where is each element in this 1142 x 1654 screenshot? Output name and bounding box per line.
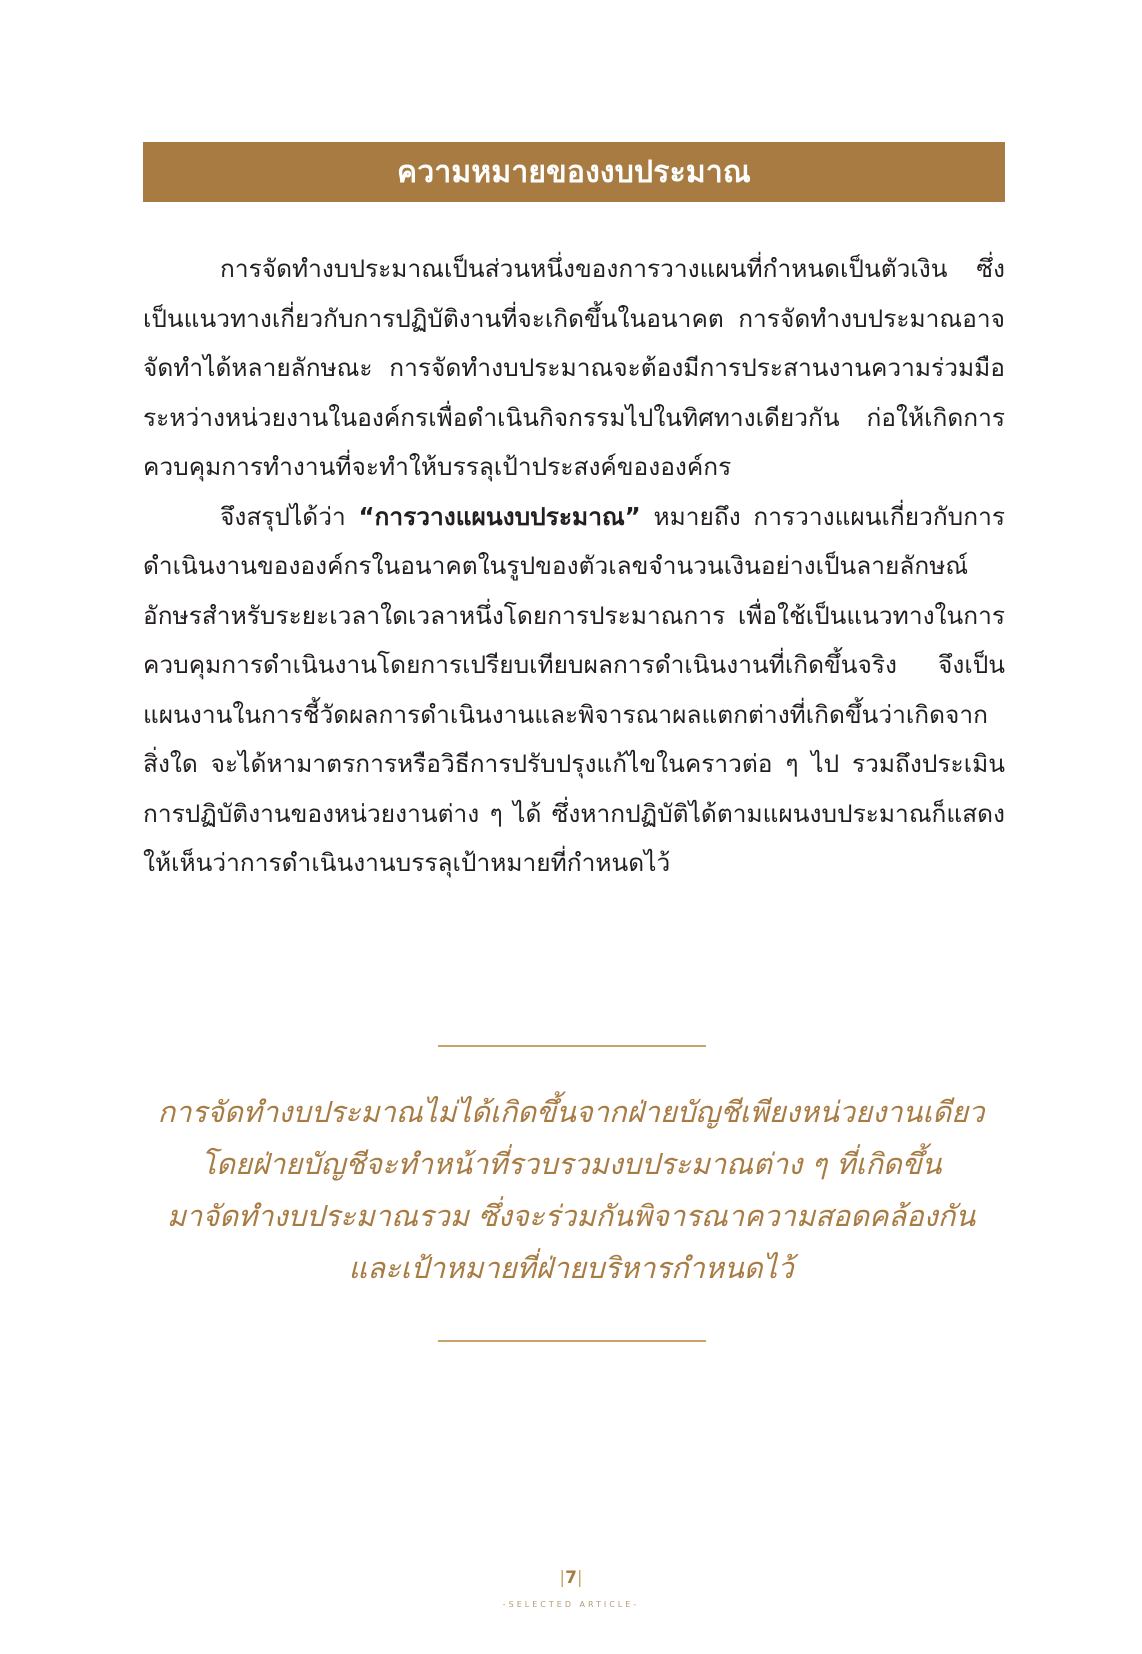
pull-quote <box>130 1086 1012 1294</box>
article-body <box>143 244 1005 888</box>
page-number-block <box>0 1568 1142 1588</box>
paragraph-2-rest: หมายถึง การวางแผนเกี่ยวกับการดำเนินงานขององค์กรในอนาคตในรูปของตัวเลขจำนวนเงินอย่างเป็นลายลักษณ์อักษรสำหรับระยะเวลาใดเวลาหนึ่งโดยการประมาณการ เพื่อใช้เป็นแนวทางในการควบคุมการดำเนินงานโดยการเปรียบเทียบผลการดำเนินงานที่เกิดขึ้นจริง จึงเป็นแผนงานในการชี้วัดผลการดำเนินงานและพิจารณาผลแตกต่างที่เกิดขึ้นว่าเกิดจากสิ่งใด จะได้หามาตรการหรือวิธีการปรับปรุงแก้ไขในคราวต่อ ๆ ไป รวมถึงประเมินการปฏิบัติงานของหน่วยงานต่าง ๆ ได้ ซึ่งหากปฏิบัติได้ตามแผนงบประมาณก็แสดงให้เห็นว่าการดำเนินงานบรรลุเป้าหมายที่กำหนดไว้ <box>143 501 1005 877</box>
pull-quote-line: การจัดทำงบประมาณไม่ได้เกิดขึ้นจากฝ่ายบัญชีเพียงหน่วยงานเดียว <box>157 1095 985 1129</box>
section-title-bar <box>143 142 1005 202</box>
page-number-left-bar: | <box>559 1568 566 1588</box>
body-paragraph-1: การจัดทำงบประมาณเป็นส่วนหนึ่งของการวางแผนที่กำหนดเป็นตัวเงิน ซึ่งเป็นแนวทางเกี่ยวกับการปฏิบัติงานที่จะเกิดขึ้นในอนาคต การจัดทำงบประมาณอาจจัดทำได้หลายลักษณะ การจัดทำงบประมาณจะต้องมีการประสานงานความร่วมมือระหว่างหน่วยงานในองค์กรเพื่อดำเนินกิจกรรมไปในทิศทางเดียวกัน ก่อให้เกิดการควบคุมการทำงานที่จะทำให้บรรลุเป้าประสงค์ขององค์กร <box>143 254 1005 481</box>
defined-term: “การวางแผนงบประมาณ” <box>358 501 641 531</box>
paragraph-2-lead: จึงสรุปได้ว่า <box>220 501 359 531</box>
pull-quote-line: และเป้าหมายที่ฝ่ายบริหารกำหนดไว้ <box>348 1251 794 1285</box>
section-title: ความหมายของงบประมาณ <box>397 154 751 190</box>
quote-divider-top <box>438 1045 706 1047</box>
quote-divider-bottom <box>438 1340 706 1342</box>
page-number-right-bar: | <box>576 1568 583 1588</box>
pull-quote-line: มาจัดทำงบประมาณรวม ซึ่งจะร่วมกันพิจารณาความสอดคล้องกัน <box>166 1199 976 1233</box>
footer-label: -SELECTED ARTICLE- <box>502 1600 640 1609</box>
pull-quote-line: โดยฝ่ายบัญชีจะทำหน้าที่รวบรวมงบประมาณต่าง ๆ ที่เกิดขึ้น <box>200 1147 942 1181</box>
body-paragraph-2 <box>143 492 1005 888</box>
page-number: 7 <box>565 1568 577 1588</box>
